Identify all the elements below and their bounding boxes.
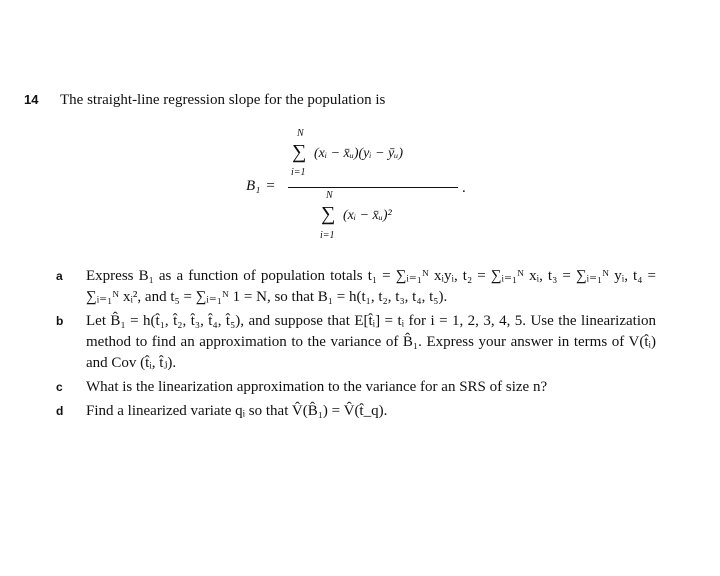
fraction-bar [288, 187, 458, 188]
numerator-upper-limit: N [297, 128, 304, 139]
part-b-label: b [56, 314, 64, 328]
sub-questions [56, 266, 656, 425]
part-a [56, 266, 656, 308]
part-d-label: d [56, 404, 64, 418]
question-number: 14 [24, 92, 39, 107]
part-c-label: c [56, 380, 63, 394]
part-d-text: Find a linearized variate qᵢ so that V̂(B̂₁) = V̂(t̂_q). [86, 403, 388, 419]
part-a-label: a [56, 269, 63, 283]
question-stem: The straight-line regression slope for the population is [60, 92, 386, 108]
numerator-lower-limit: i=1 [291, 167, 306, 178]
equation-period: . [462, 180, 466, 196]
numerator-term: (xᵢ − x̄ᵤ)(yᵢ − ȳᵤ) [314, 146, 404, 161]
part-b [56, 311, 656, 374]
numerator [288, 126, 458, 186]
denominator-upper-limit: N [326, 190, 333, 201]
regression-slope-equation [246, 126, 466, 248]
part-b-text: Let B̂₁ = h(t̂₁, t̂₂, t̂₃, t̂₄, t̂₅), and suppose that E[t̂ᵢ] = tᵢ for i = 1, 2, 3, 4, 5. Use the linearization method to find an approximation to the variance of B̂₁. Express your answer in terms of V(t̂ᵢ) and Cov (t̂ᵢ, t̂ⱼ). [86, 313, 656, 371]
equation-lhs [246, 178, 275, 195]
denominator-term: (xᵢ − x̄ᵤ)² [343, 208, 392, 223]
part-c [56, 377, 656, 398]
equals-sign: = [266, 178, 275, 194]
denominator [288, 190, 458, 248]
denominator-lower-limit: i=1 [320, 230, 335, 241]
numerator-sigma: ∑ [292, 141, 307, 163]
question-header [24, 90, 385, 110]
equation-lhs-symbol: B₁ [246, 178, 261, 194]
part-d [56, 401, 656, 422]
part-a-text: Express B₁ as a function of population totals t₁ = ∑ᵢ₌₁ᴺ xᵢyᵢ, t₂ = ∑ᵢ₌₁ᴺ xᵢ, t₃ = ∑ᵢ₌₁ᴺ yᵢ, t₄ = ∑ᵢ₌₁ᴺ xᵢ², and t₅ = ∑ᵢ₌₁ᴺ 1 = N, so that B₁ = h(t₁, t₂, t₃, t₄, t₅). [86, 268, 656, 305]
denominator-sigma: ∑ [321, 203, 336, 225]
part-c-text: What is the linearization approximation to the variance for an SRS of size n? [86, 379, 548, 395]
